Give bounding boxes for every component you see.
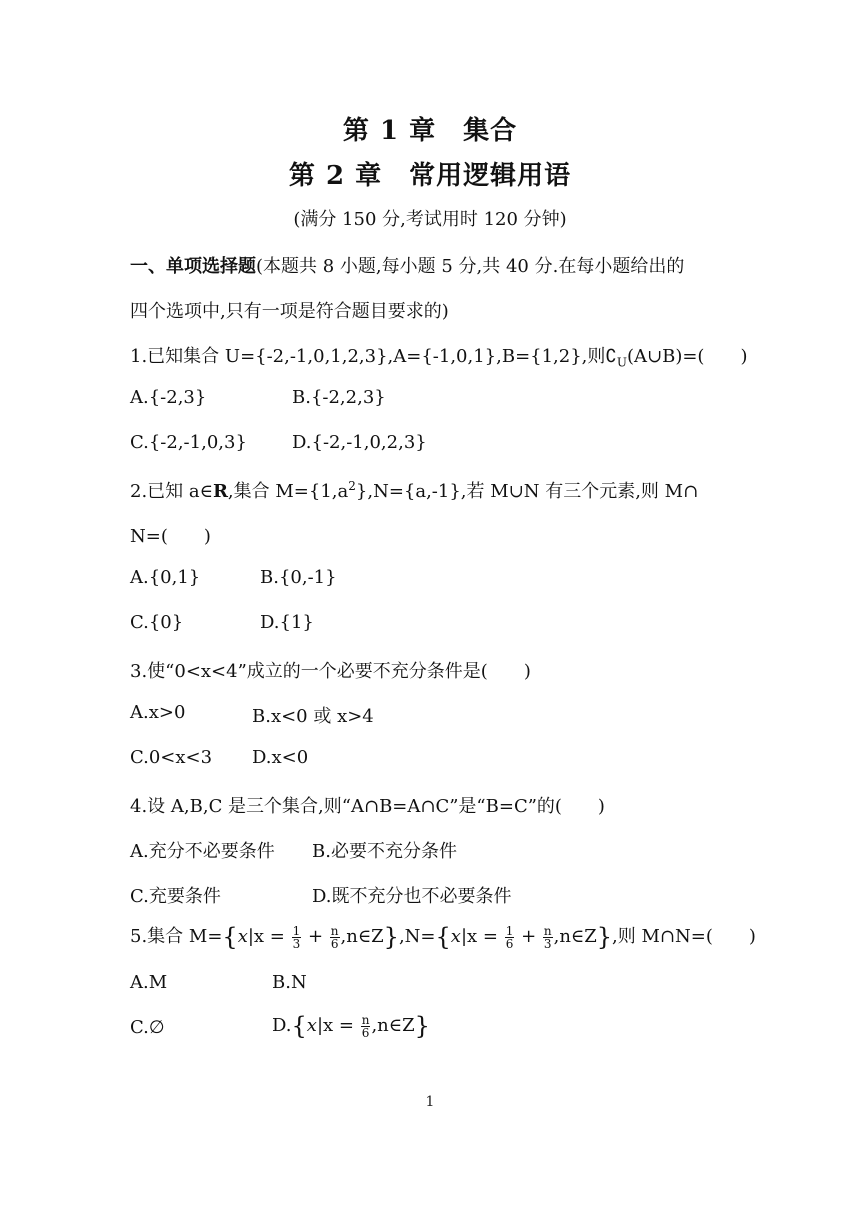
chapter1-title: 第 1 章 集合 [342,116,518,146]
q1-stem-sub: U [616,355,627,370]
q2-stem-line2: N=( ) [130,526,211,547]
q4-option-c: C.充要条件 [130,886,221,907]
q4-option-a: A.充分不必要条件 [130,841,275,862]
page-number: 1 [425,1094,435,1110]
q5-n-cond: ,n∈Z [553,926,597,947]
q5-m-bar: |x = [247,926,291,947]
section1-heading: 一、单项选择题 [130,256,256,277]
q1-option-d: D.{-2,-1,0,2,3} [292,432,427,453]
q2-option-c: C.{0} [130,612,184,633]
q2-stem-c: },N={a,-1},若 M∪N 有三个元素,则 M∩ [355,481,699,502]
q5-d-frac: $\frac{n}{6}$ [361,1012,370,1040]
q5-d-cond: ,n∈Z [371,1015,415,1036]
q5-stem-mid: ,N= [398,926,436,947]
q4-stem: 4.设 A,B,C 是三个集合,则“A∩B=A∩C”是“B=C”的( ) [130,796,605,817]
q3-stem: 3.使“0<x<4”成立的一个必要不充分条件是( ) [130,661,531,682]
q5-m-frac1: $\frac{1}{3}$ [292,923,301,951]
q4-option-b: B.必要不充分条件 [312,841,457,862]
section1-instructions-2: 四个选项中,只有一项是符合题目要求的) [130,301,449,322]
q2-stem [130,477,698,503]
q5-m-close-brace: } [383,923,399,951]
chapter2-title: 第 2 章 常用逻辑用语 [288,161,572,191]
q2-option-a: A.{0,1} [130,567,201,588]
q5-option-d [272,1012,430,1040]
q5-n-open-brace: { [435,923,451,951]
q5-m-plus: + [302,926,329,947]
q5-n-var: x [450,926,461,947]
q5-n-frac2: $\frac{n}{3}$ [543,923,552,951]
q5-d-prefix: D. [272,1015,292,1036]
q5-stem [130,922,756,951]
q5-d-close-brace: } [414,1012,430,1040]
q2-stem-sup: 2 [348,479,356,493]
q5-n-plus: + [515,926,542,947]
q1-stem-a: 1.已知集合 U={-2,-1,0,1,2,3},A={-1,0,1},B={1,2},则∁ [130,346,617,367]
q5-n-bar: |x = [460,926,504,947]
q1-option-c: C.{-2,-1,0,3} [130,432,247,453]
q5-stem-a: 5.集合 M= [130,926,223,947]
q2-option-d: D.{1} [260,612,314,633]
q3-option-c: C.0<x<3 [130,747,213,768]
q2-stem-bold: R [212,481,228,502]
q5-d-var: x [306,1015,317,1036]
q1-stem-b: (A∪B)=( ) [627,346,748,367]
section1-header [130,252,684,278]
q5-d-bar: |x = [316,1015,360,1036]
q5-option-c: C.∅ [130,1017,165,1038]
q3-option-a: A.x>0 [130,702,186,723]
exam-info: (满分 150 分,考试用时 120 分钟) [293,209,567,230]
q5-m-cond: ,n∈Z [340,926,384,947]
q2-stem-a: 2.已知 a∈ [130,481,213,502]
q1-option-b: B.{-2,2,3} [292,387,386,408]
q5-stem-end: ,则 M∩N=( ) [612,926,756,947]
q2-option-b: B.{0,-1} [260,567,337,588]
q5-m-open-brace: { [222,923,238,951]
q5-m-var: x [237,926,248,947]
section1-instructions-1: (本题共 8 小题,每小题 5 分,共 40 分.在每小题给出的 [256,256,685,277]
q5-m-frac2: $\frac{n}{6}$ [330,923,339,951]
q5-n-frac1: $\frac{1}{6}$ [505,923,514,951]
q5-option-b: B.N [272,972,307,993]
q1-stem [130,342,747,368]
q5-d-open-brace: { [291,1012,307,1040]
q3-option-b: B.x<0 或 x>4 [252,706,374,727]
q2-stem-b: ,集合 M={1,a [227,481,349,502]
q4-option-d: D.既不充分也不必要条件 [312,886,512,907]
q5-option-a: A.M [130,972,168,993]
q5-n-close-brace: } [596,923,613,951]
q1-option-a: A.{-2,3} [130,387,207,408]
q3-option-d: D.x<0 [252,747,309,768]
